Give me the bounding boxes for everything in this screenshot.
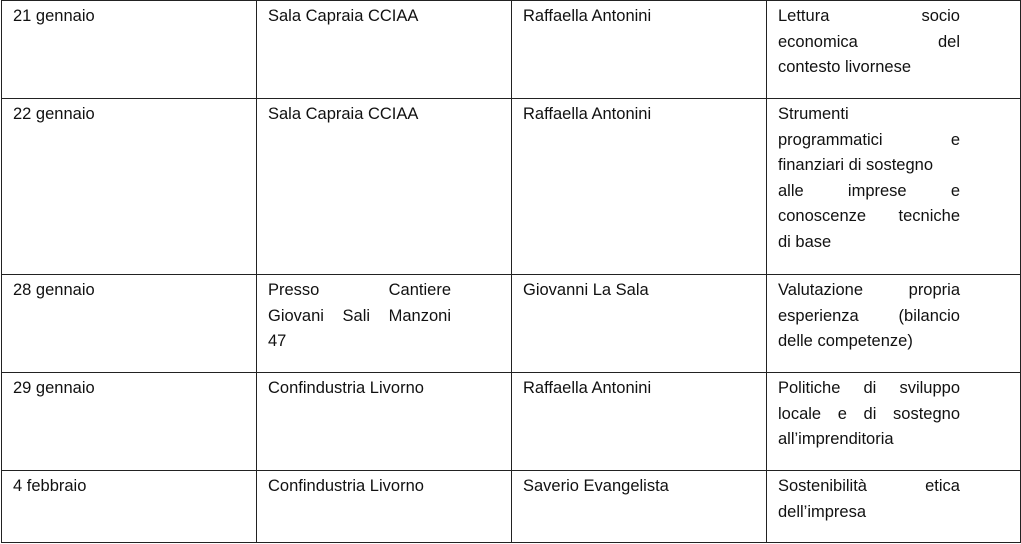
table-row <box>2 275 1021 373</box>
topic-line: locale e di sostegno <box>778 404 960 423</box>
topic-line: all’imprenditoria <box>778 430 894 448</box>
date-cell: 4 febbraio <box>2 471 257 543</box>
topic-cell <box>767 99 1021 275</box>
speaker-cell: Saverio Evangelista <box>512 471 767 543</box>
table-row <box>2 373 1021 471</box>
topic-line: finanziari di sostegno <box>778 156 934 174</box>
location-cell <box>257 275 512 373</box>
topic-cell <box>767 275 1021 373</box>
speaker-cell: Raffaella Antonini <box>512 373 767 471</box>
speaker-cell: Raffaella Antonini <box>512 99 767 275</box>
location-cell: Sala Capraia CCIAA <box>257 99 512 275</box>
date-cell: 22 gennaio <box>2 99 257 275</box>
location-cell: Confindustria Livorno <box>257 373 512 471</box>
date-cell: 21 gennaio <box>2 1 257 99</box>
location-line: 47 <box>268 332 287 350</box>
speaker-cell: Raffaella Antonini <box>512 1 767 99</box>
topic-line: Politiche di sviluppo <box>778 379 960 397</box>
topic-line: di base <box>778 232 832 251</box>
topic-line: alle imprese e <box>778 181 960 200</box>
location-cell: Confindustria Livorno <box>257 471 512 543</box>
table-row <box>2 99 1021 275</box>
date-cell: 29 gennaio <box>2 373 257 471</box>
topic-line: delle competenze) <box>778 332 913 350</box>
table-row <box>2 471 1021 543</box>
topic-line: programmatici e <box>778 130 960 149</box>
topic-cell <box>767 1 1021 99</box>
topic-line: Valutazione propria <box>778 281 960 299</box>
date-cell: 28 gennaio <box>2 275 257 373</box>
topic-line: Lettura socio <box>778 7 960 25</box>
topic-cell <box>767 471 1021 543</box>
schedule-table <box>1 0 1021 543</box>
topic-line: Strumenti <box>778 105 849 123</box>
topic-line: conoscenze tecniche <box>778 207 960 225</box>
location-cell: Sala Capraia CCIAA <box>257 1 512 99</box>
location-line: Presso Cantiere <box>268 281 451 299</box>
speaker-cell: Giovanni La Sala <box>512 275 767 373</box>
topic-line: dell’impresa <box>778 502 867 521</box>
topic-cell <box>767 373 1021 471</box>
location-line: Giovani Sali Manzoni <box>268 306 451 325</box>
topic-line: esperienza (bilancio <box>778 306 960 325</box>
topic-line: contesto livornese <box>778 58 911 76</box>
topic-line: Sostenibilità etica <box>778 477 960 495</box>
table-row <box>2 1 1021 99</box>
topic-line: economica del <box>778 32 960 51</box>
